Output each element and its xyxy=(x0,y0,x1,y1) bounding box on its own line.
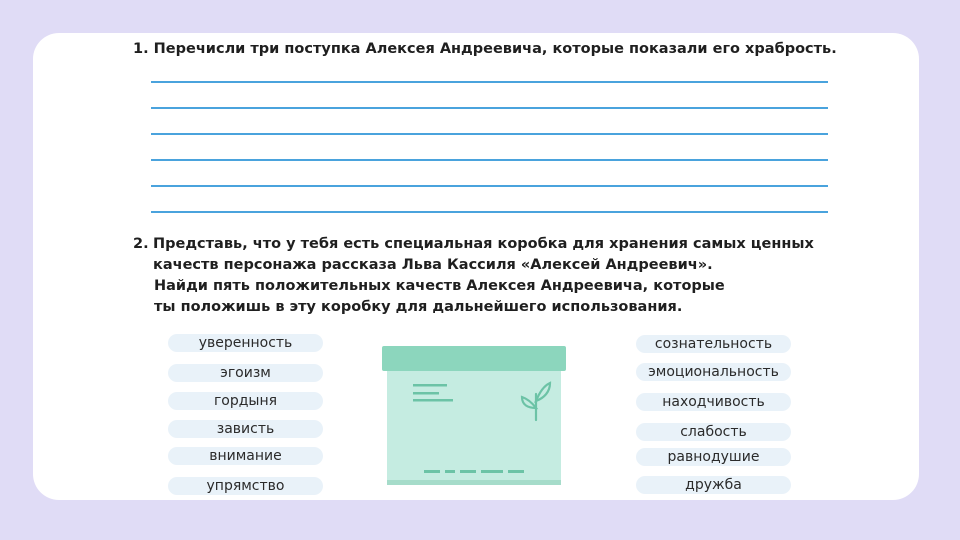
question-2-line-3: Найди пять положительных качеств Алексея Андреевича, которые xyxy=(154,278,725,294)
question-2-number: 2. xyxy=(133,236,149,252)
dashed-line-decoration xyxy=(424,470,524,473)
quality-chip[interactable]: внимание xyxy=(168,447,323,465)
quality-chip[interactable]: эгоизм xyxy=(168,364,323,382)
answer-line[interactable] xyxy=(151,133,828,135)
quality-chip[interactable]: зависть xyxy=(168,420,323,438)
question-1-text: Перечисли три поступка Алексея Андреевича, которые показали его храбрость. xyxy=(153,41,837,57)
question-2-line-1: Представь, что у тебя есть специальная коробка для хранения самых ценных xyxy=(153,236,814,252)
quality-chip[interactable]: эмоциональность xyxy=(636,363,791,381)
storage-box[interactable] xyxy=(382,346,566,487)
answer-line[interactable] xyxy=(151,107,828,109)
quality-chip[interactable]: уверенность xyxy=(168,334,323,352)
question-1-number: 1. xyxy=(133,41,149,57)
question-2-line-4: ты положишь в эту коробку для дальнейшего использования. xyxy=(154,299,683,315)
answer-line[interactable] xyxy=(151,159,828,161)
answer-line[interactable] xyxy=(151,211,828,213)
quality-chip[interactable]: гордыня xyxy=(168,392,323,410)
question-2-line-2: качеств персонажа рассказа Льва Кассиля «Алексей Андреевич». xyxy=(153,257,713,273)
answer-line[interactable] xyxy=(151,81,828,83)
answer-line[interactable] xyxy=(151,185,828,187)
box-bottom-edge xyxy=(387,480,561,485)
quality-chip[interactable]: сознательность xyxy=(636,335,791,353)
quality-chip[interactable]: равнодушие xyxy=(636,448,791,466)
quality-chip[interactable]: упрямство xyxy=(168,477,323,495)
quality-chip[interactable]: находчивость xyxy=(636,393,791,411)
question-1 xyxy=(133,41,853,57)
box-lid xyxy=(382,346,566,371)
quality-chip[interactable]: слабость xyxy=(636,423,791,441)
quality-chip[interactable]: дружба xyxy=(636,476,791,494)
